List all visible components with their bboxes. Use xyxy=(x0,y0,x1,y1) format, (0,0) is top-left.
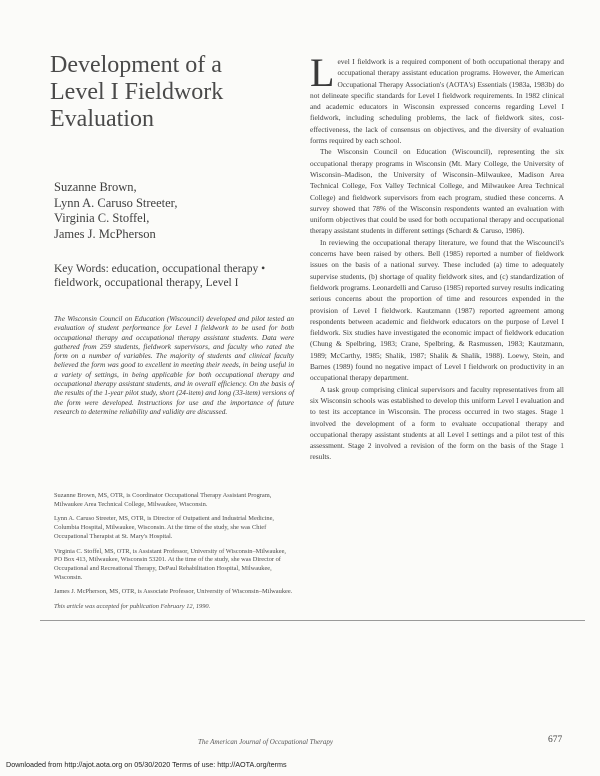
body-paragraph: The Wisconsin Council on Education (Wiscouncil), representing the six occupational therapy programs in Wisconsin (Mt. Mary College, the University of Wisconsin–Madison, the University of Wisconsin–Milwaukee, Madison Area Technical College, Fox Valley Technical College, and Milwaukee Area Technical College) and fieldwork supervisors from each program, studied these concerns. A survey showed that 78% of the Wisconsin respondents wanted an evaluation with uniform objectives that could be used for both occupational therapy and occupational therapy assistant students in different settings (Schardt & Caruso, 1986). xyxy=(310,147,564,236)
abstract: The Wisconsin Council on Education (Wiscouncil) developed and pilot tested an evaluation of student performance for Level I fieldwork to be used for both occupational therapy and occupational therapy assistant students. Data were gathered from 259 students, fieldwork supervisors, and faculty who rated the form on a number of variables. The majority of students and clinical faculty believed the form was good to excellent in meeting their needs, in being useful in a variety of settings, in being applicable for both occupational therapy and occupational therapy assistant students, and in overall efficiency. On the basis of the results of the 1-year pilot study, short (24-item) and long (33-item) versions of the form were developed. Instructions for use and the importance of future research to determine reliability and validity are discussed. xyxy=(54,314,294,416)
drop-cap: L xyxy=(310,50,335,95)
author-bio: Virginia C. Stoffel, MS, OTR, is Assistant Professor, University of Wisconsin–Milwaukee, PO Box 413, Milwaukee, Wisconsin 53201. At the time of the study, she was Director of Occupational and Recreational Therapy, DePaul Rehabilitation Hospital, Milwaukee, Wisconsin. xyxy=(54,547,286,581)
author-bios xyxy=(54,492,294,618)
body-paragraph xyxy=(310,50,564,146)
author-name: Lynn A. Caruso Streeter, xyxy=(54,195,178,210)
author-list xyxy=(54,180,284,242)
footer-divider xyxy=(40,620,585,621)
body-paragraph: In reviewing the occupational therapy literature, we found that the Wiscouncil's concerns have been raised by others. Bell (1985) reported a number of fieldwork issues on the basis of a national survey. These included (a) time to adequately supervise students, (b) shortage of quality fieldwork sites, and (c) standardization of fieldwork programs. Leonardelli and Caruso (1985) reported survey results indicating serious concerns about the proportion of time and resources expended in the provision of Level I fieldwork. Kautzmann (1987) reported agreement among respondents between academic and fieldwork educators on the purpose of Level I fieldwork. Six studies have investigated the economic impact of fieldwork education (Chung & Spelbring, 1983; Crane, Spelbring, & Rasmussen, 1983; Kautzmann, 1989; McCarthy, 1985; Shalik, 1987; Shalik & Shalik, 1988). Loewy, Stein, and Barnes (1989) found no negative impact of Level I fieldwork on productivity in an occupational therapy department. xyxy=(310,237,564,383)
accepted-date: This article was accepted for publication February 12, 1990. xyxy=(54,603,211,611)
author-name: Virginia C. Stoffel, xyxy=(54,211,150,225)
author-name: James J. McPherson xyxy=(54,226,156,241)
article-title: Development of a Level I Fieldwork Evaluation xyxy=(50,52,224,132)
body-paragraph: A task group comprising clinical supervisors and faculty representatives from all six Wisconsin schools was established to develop this uniform Level I evaluation and to test its acceptance in Wisconsin. The process occurred in two stages. Stage 1 involved the development of a form to evaluate occupational therapy and occupational therapy assistant students at all Level I settings and a pilot test of this assessment. Stage 2 involved a revision of the form on the basis of the Stage 1 results. xyxy=(310,384,564,462)
download-notice: Downloaded from http://ajot.aota.org on 05/30/2020 Terms of use: http://AOTA.org/terms xyxy=(6,760,287,769)
key-words: Key Words: education, occupational therapy • fieldwork, occupational therapy, Level I xyxy=(54,263,266,289)
author-bio: Lynn A. Caruso Streeter, MS, OTR, is Director of Outpatient and Industrial Medicine, Columbia Hospital, Milwaukee, Wisconsin. At the time of the study, she was Chief Occupational Therapist at St. Mary's Hospital. xyxy=(54,515,275,540)
author-bio: James J. McPherson, MS, OTR, is Associate Professor, University of Wisconsin–Milwaukee. xyxy=(54,588,293,596)
paragraph-text: evel I fieldwork is a required component of both occupational therapy and occupational therapy assistant education programs. However, the American Occupational Therapy Association's (AOTA's) Essentials (1983a, 1983b) do not delineate specific standards for Level I fieldwork requirements. In 1982 clinical and academic educators in Wisconsin expressed concerns regarding Level I fieldwork, including scheduling problems, the lack of fieldwork sites, cost-effectiveness, the lack of consensus on objectives, and the diversity of evaluation forms required by each school. xyxy=(310,57,564,146)
journal-name: The American Journal of Occupational Therapy xyxy=(198,738,333,746)
page-number: 677 xyxy=(548,735,563,745)
author-name: Suzanne Brown, xyxy=(54,180,137,194)
body-text xyxy=(310,50,564,463)
author-bio: Suzanne Brown, MS, OTR, is Coordinator Occupational Therapy Assistant Program, Milwaukee Area Technical College, Milwaukee, Wisconsin. xyxy=(54,492,272,508)
